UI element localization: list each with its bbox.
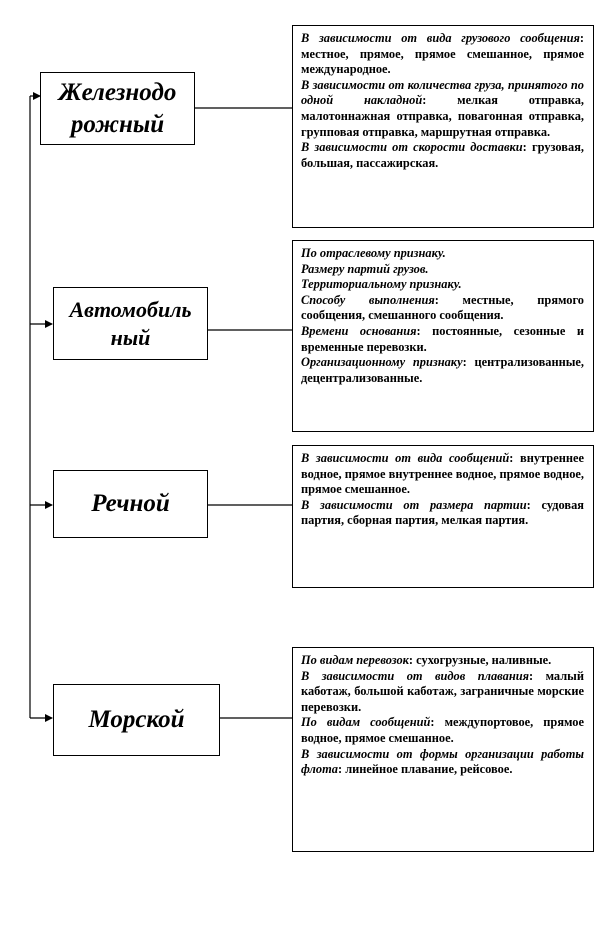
mode-box-railway (40, 72, 195, 145)
separator: : (528, 668, 546, 683)
desc-item (301, 669, 584, 716)
desc-item (301, 78, 584, 140)
separator: : (416, 323, 433, 338)
desc-item (301, 498, 584, 529)
desc-item (301, 293, 584, 324)
values-text: грузовая, большая, пассажирская. (301, 140, 584, 170)
values-text: линейное плавание, рейсовое. (345, 762, 513, 777)
separator: : (509, 451, 521, 465)
separator: : (579, 31, 584, 45)
criterion-text: Организационному признаку (301, 355, 463, 370)
desc-item (301, 715, 584, 746)
values-text: междупортовое, прямое водное, прямое смешанное. (301, 715, 584, 745)
criterion-text: Времени основания (301, 323, 417, 338)
values-text: постоянные, сезонные и временные перевозки. (301, 323, 585, 354)
values-text: местное, прямое, прямое смешанное, прямое международное. (301, 46, 584, 77)
criterion-text: По видам перевозок (301, 653, 409, 667)
separator: : (434, 292, 463, 307)
criterion-text: В зависимости от формы организации работы флота (301, 746, 584, 777)
desc-box-railway (292, 25, 594, 228)
values-text: мелкая отправка, малотоннажная отправка, повагонная отправка, групповая отправка, маршрутная отправка. (301, 93, 584, 139)
desc-item (301, 140, 584, 171)
desc-item (301, 277, 584, 293)
desc-item (301, 246, 584, 262)
separator: : (522, 140, 532, 155)
mode-box-river (53, 470, 208, 538)
desc-item (301, 262, 584, 278)
separator: : (337, 762, 346, 777)
mode-box-automobile (53, 287, 208, 360)
criterion-text: В зависимости от скорости доставки (301, 140, 523, 155)
criterion-text: По видам сообщений (301, 715, 431, 730)
desc-item (301, 653, 584, 669)
separator: : (462, 355, 475, 370)
separator: : (422, 93, 458, 108)
separator: : (408, 653, 417, 667)
mode-title-automobile: Автомобиль ный (69, 296, 192, 350)
separator: : (430, 715, 445, 730)
separator: : (526, 497, 542, 512)
desc-item (301, 747, 584, 778)
criterion-text: В зависимости от размера партии (301, 497, 527, 512)
criterion-text: В зависимости от вида сообщений (301, 451, 510, 465)
desc-item (301, 324, 584, 355)
desc-box-automobile (292, 240, 594, 432)
mode-title-sea: Морской (88, 706, 185, 733)
criterion-text: В зависимости от вида грузового сообщения (301, 31, 580, 45)
values-text: сухогрузные, наливные. (416, 653, 552, 667)
criterion-text: По отраслевому признаку. (301, 246, 446, 260)
desc-item (301, 355, 584, 386)
values-text: малый каботаж, большой каботаж, заграничные морские перевозки. (301, 668, 584, 714)
desc-item (301, 31, 584, 78)
desc-item (301, 451, 584, 498)
criterion-text: Размеру партий грузов. (301, 261, 429, 276)
values-text: внутреннее водное, прямое внутреннее водное, прямое водное, прямое смешанное. (301, 451, 584, 497)
desc-box-sea (292, 647, 594, 852)
mode-title-railway: Железнодо рожный (58, 78, 177, 138)
criterion-text: Способу выполнения (301, 292, 435, 307)
mode-title-river: Речной (91, 490, 170, 517)
values-text: централизованные, децентрализованные. (301, 355, 584, 385)
criterion-text: В зависимости от видов плавания (301, 668, 529, 683)
criterion-text: В зависимости от количества груза, принятого по одной накладной (301, 77, 584, 108)
mode-box-sea (53, 684, 220, 756)
desc-box-river (292, 445, 594, 588)
values-text: местные, прямого сообщения, смешанного сообщения. (301, 292, 585, 323)
criterion-text: Территориальному признаку. (301, 277, 462, 292)
values-text: судовая партия, сборная партия, мелкая партия. (301, 497, 584, 528)
